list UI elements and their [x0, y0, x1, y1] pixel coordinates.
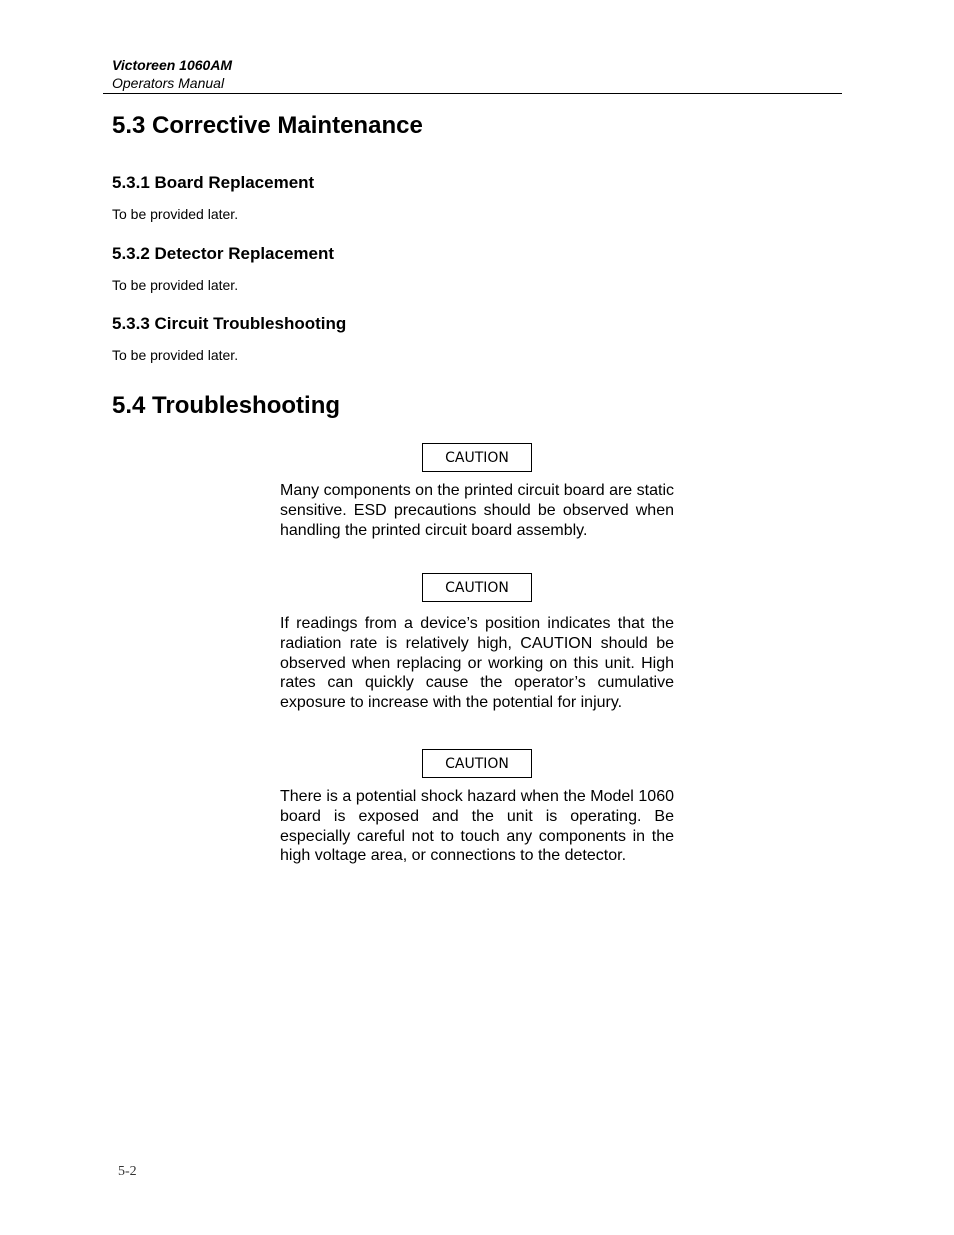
caution-label-esd: CAUTION	[422, 443, 532, 472]
section-heading-troubleshooting: 5.4 Troubleshooting	[112, 392, 341, 419]
subsection-text-circuit-troubleshooting: To be provided later.	[112, 347, 239, 363]
caution-text-esd: Many components on the printed circuit board are static sensitive. ESD precautions should be observed when handling the printed circuit board assembly.	[280, 482, 674, 539]
caution-label-shock: CAUTION	[422, 749, 532, 778]
subsection-text-board-replacement: To be provided later.	[112, 206, 239, 222]
subsection-heading-detector-replacement: 5.3.2 Detector Replacement	[112, 244, 335, 263]
document-subtitle: Operators Manual	[112, 75, 225, 91]
caution-text-radiation: If readings from a device’s position indicates that the radiation rate is relatively high, CAUTION should be observed when replacing or working on this unit. High rates can quickly cause the operator’s cumulative exposure to increase with the potential for injury.	[280, 615, 674, 712]
document-title: Victoreen 1060AM	[112, 57, 233, 73]
subsection-heading-circuit-troubleshooting: 5.3.3 Circuit Troubleshooting	[112, 314, 347, 333]
subsection-text-detector-replacement: To be provided later.	[112, 277, 239, 293]
subsection-heading-board-replacement: 5.3.1 Board Replacement	[112, 173, 315, 192]
running-header	[103, 56, 842, 94]
caution-label-radiation: CAUTION	[422, 573, 532, 602]
page-number: 5-2	[118, 1164, 137, 1179]
section-heading-corrective-maintenance: 5.3 Corrective Maintenance	[112, 112, 423, 139]
caution-text-shock: There is a potential shock hazard when the Model 1060 board is exposed and the unit is operating. Be especially careful not to touch any components in the high voltage area, or connections to the detector.	[280, 788, 674, 865]
